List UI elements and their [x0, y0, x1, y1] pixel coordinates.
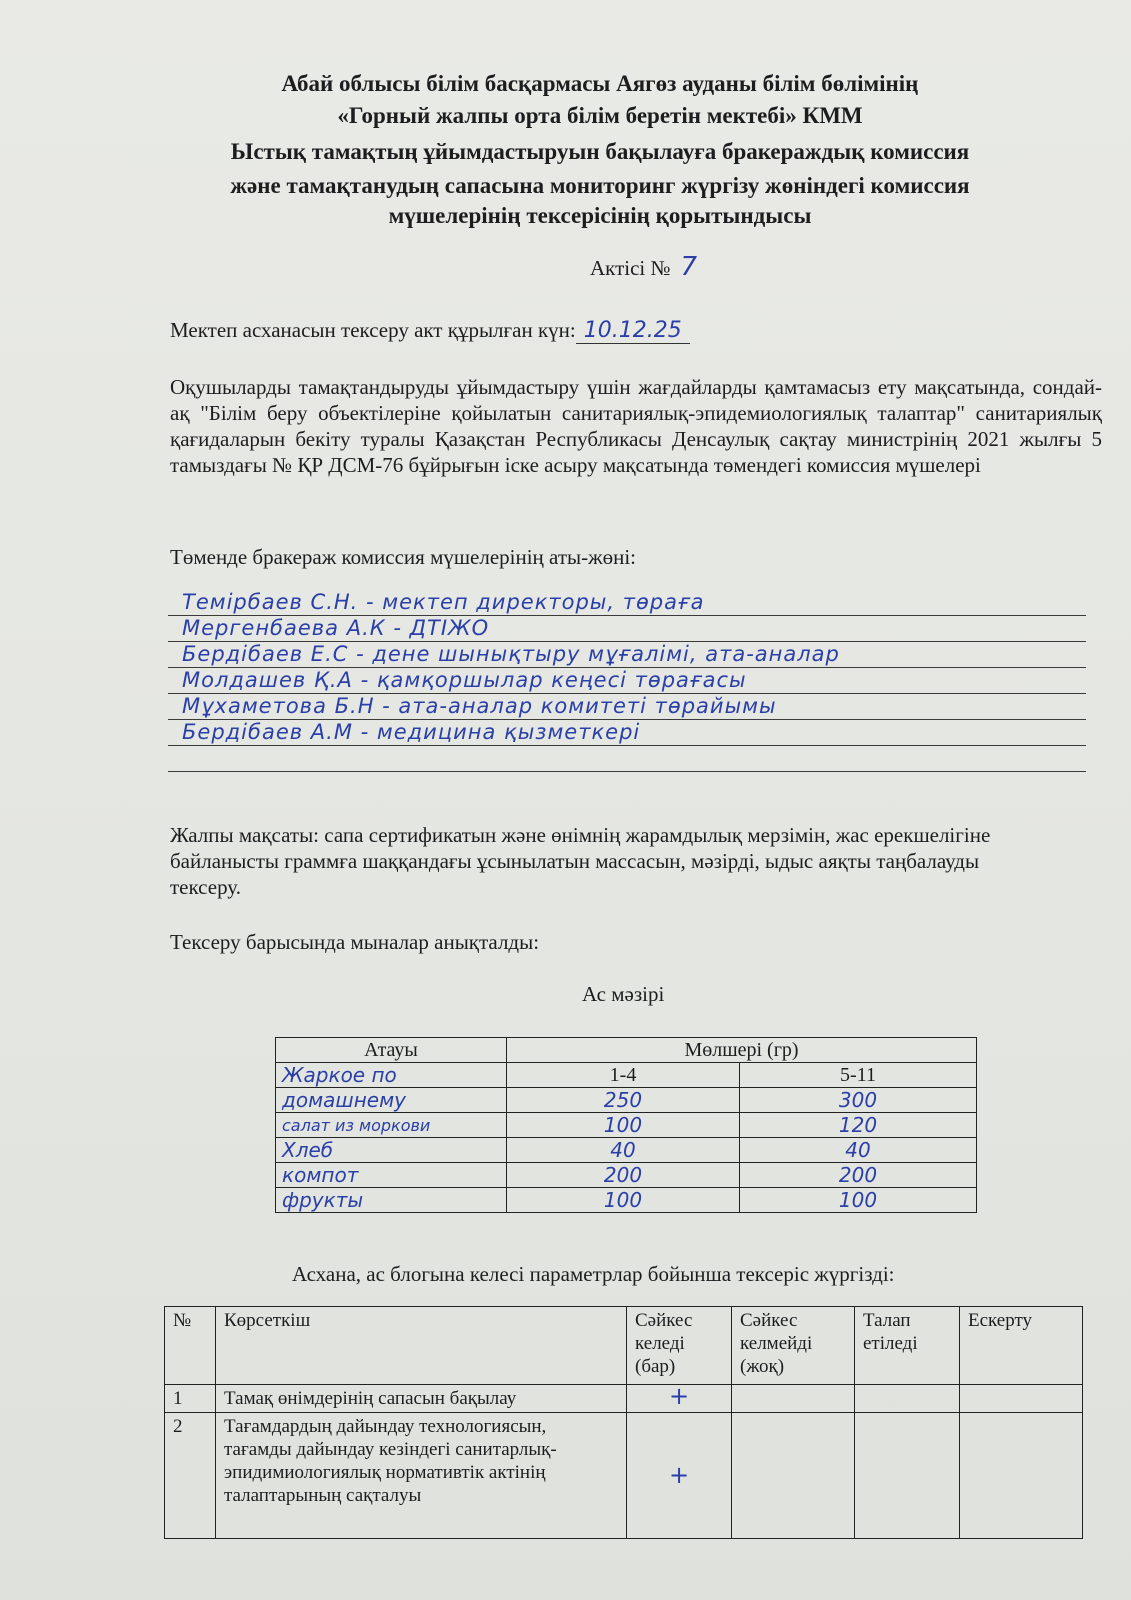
members-list	[168, 590, 1086, 772]
member-row: Темірбаев С.Н. - мектеп директоры, төраға	[168, 590, 1086, 616]
members-label: Төменде бракераж комиссия мүшелерінің аты-жөні:	[170, 545, 637, 569]
table-row	[276, 1088, 977, 1113]
row-match-mark: +	[627, 1413, 732, 1539]
check-table	[164, 1306, 1083, 1539]
act-number: 7	[680, 252, 698, 282]
col-note: Ескерту	[960, 1307, 1083, 1385]
menu-item-amount-5-11: 120	[740, 1113, 977, 1138]
table-row	[276, 1138, 977, 1163]
menu-item-name: Жаркое по	[276, 1063, 507, 1088]
menu-col-amount: Мөлшері (гр)	[507, 1038, 977, 1063]
act-label: Актісі №	[590, 256, 671, 280]
grade-1-4-header: 1-4	[507, 1063, 740, 1088]
menu-item-amount-5-11: 200	[740, 1163, 977, 1188]
findings-label: Тексеру барысында мыналар анықталды:	[170, 930, 540, 954]
row-match-mark: +	[627, 1385, 732, 1413]
menu-col-name: Атауы	[276, 1038, 507, 1063]
table-row	[276, 1063, 977, 1088]
header-line-5: мүшелерінің тексерісінің қорытындысы	[388, 203, 812, 228]
intro-paragraph: Оқушыларды тамақтандыруды ұйымдастыру үшін жағдайларды қамтамасыз ету мақсатында, сондай-ақ "Білім беру объектілеріне қойылатын санитариялық-эпидемиологиялық талаптар" санитариялық қағидаларын бекіту туралы Қазақстан Республикасы Денсаулық сақтау министрінің 2021 жылғы 5 тамыздағы № ҚР ДСМ-76 бұйрығын іске асыру мақсатында төмендегі комиссия мүшелері	[170, 375, 1102, 477]
menu-item-name: компот	[276, 1163, 507, 1188]
member-row: Бердібаев Е.С - дене шынықтыру мұғалімі, ата-аналар	[168, 642, 1086, 668]
table-row	[276, 1188, 977, 1213]
menu-title: Ас мәзірі	[582, 982, 665, 1006]
grade-5-11-header: 5-11	[740, 1063, 977, 1088]
row-indicator: Тағамдардың дайындау технологиясын, тағамды дайындау кезіндегі санитарлық-эпидимиологиялық нормативтік актінің талаптарының сақталуы	[216, 1413, 627, 1539]
menu-item-amount-1-4: 40	[507, 1138, 740, 1163]
goal-paragraph: Жалпы мақсаты: сапа сертификатын және өнімнің жарамдылық мерзімін, жас ерекшелігіне байланысты граммға шаққандағы ұсынылатын массасын, мәзірді, ыдыс аяқты таңбалауды тексеру.	[170, 823, 991, 899]
menu-item-amount-1-4: 250	[507, 1088, 740, 1113]
header-line-3: Ыстық тамақтың ұйымдастыруын бақылауға бракераждық комиссия	[230, 139, 970, 164]
act-number-line	[590, 252, 697, 282]
col-match: Сәйкес келеді (бар)	[627, 1307, 732, 1385]
member-row: Бердібаев А.М - медицина қызметкері	[168, 720, 1086, 746]
member-row	[168, 746, 1086, 772]
member-row: Мұхаметова Б.Н - ата-аналар комитеті төрайымы	[168, 694, 1086, 720]
row-number: 1	[165, 1385, 216, 1413]
menu-item-amount-5-11: 40	[740, 1138, 977, 1163]
header-line-2: «Горный жалпы орта білім беретін мектебі» КММ	[337, 103, 863, 128]
check-intro: Асхана, ас блогына келесі параметрлар бойынша тексеріс жүргізді:	[292, 1262, 895, 1286]
header-line-1: Абай облысы білім басқармасы Аягөз ауданы білім бөлімінің	[281, 71, 919, 96]
menu-item-amount-5-11: 100	[740, 1188, 977, 1213]
menu-item-name: домашнему	[276, 1088, 507, 1113]
col-no-match: Сәйкес келмейді (жоқ)	[732, 1307, 855, 1385]
table-row	[165, 1413, 1083, 1539]
row-indicator: Тамақ өнімдерінің сапасын бақылау	[216, 1385, 627, 1413]
menu-item-amount-1-4: 200	[507, 1163, 740, 1188]
date-value: 10.12.25	[576, 318, 690, 344]
menu-item-name: салат из моркови	[276, 1113, 507, 1138]
menu-item-amount-5-11: 300	[740, 1088, 977, 1113]
menu-item-name: Хлеб	[276, 1138, 507, 1163]
member-row: Молдашев Қ.А - қамқоршылар кеңесі төрағасы	[168, 668, 1086, 694]
table-row	[276, 1113, 977, 1138]
header-line-4: және тамақтанудың сапасына мониторинг жүргізу жөніндегі комиссия	[230, 173, 970, 198]
table-row	[165, 1385, 1083, 1413]
date-label: Мектеп асханасын тексеру акт құрылған күн:	[170, 318, 576, 342]
row-number: 2	[165, 1413, 216, 1539]
menu-item-amount-1-4: 100	[507, 1113, 740, 1138]
col-indicator: Көрсеткіш	[216, 1307, 627, 1385]
table-row	[276, 1163, 977, 1188]
date-line	[170, 318, 690, 343]
menu-table	[275, 1037, 977, 1213]
col-no: №	[165, 1307, 216, 1385]
menu-item-name: фрукты	[276, 1188, 507, 1213]
menu-item-amount-1-4: 100	[507, 1188, 740, 1213]
col-required: Талап етіледі	[855, 1307, 960, 1385]
member-row: Мергенбаева А.К - ДТІЖО	[168, 616, 1086, 642]
